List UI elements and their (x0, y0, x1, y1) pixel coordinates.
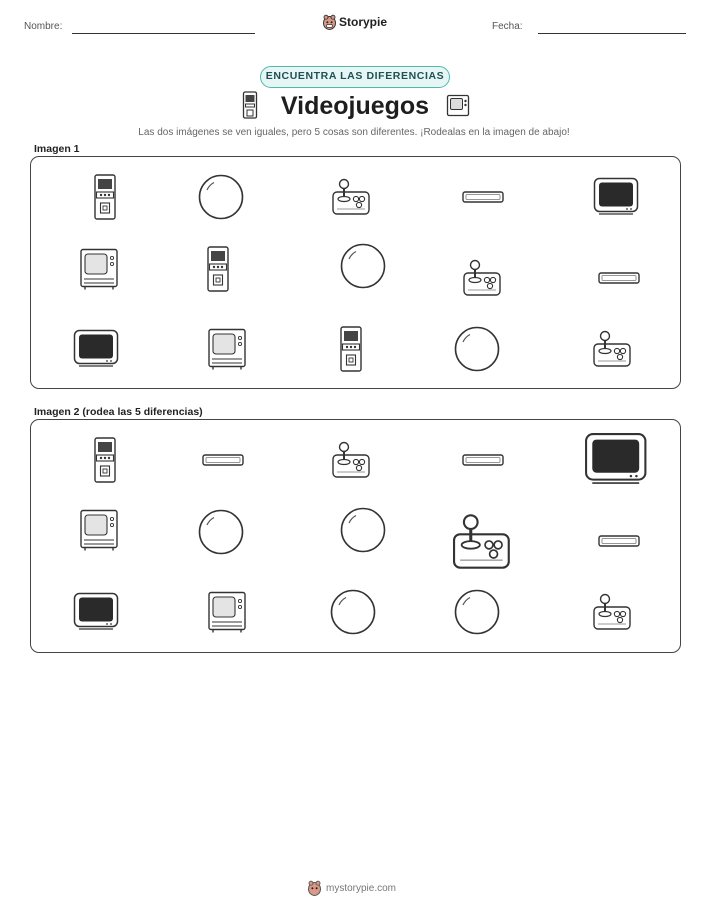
monitor-icon (593, 177, 639, 217)
image1-item-5 (593, 177, 639, 217)
image2-item-8[interactable] (340, 507, 386, 553)
joystick-icon (331, 441, 371, 479)
coin-icon (340, 243, 386, 289)
name-label: Nombre: (24, 21, 63, 32)
arcade-cabinet-icon (339, 326, 363, 372)
image1-item-7 (206, 246, 230, 292)
date-input-line[interactable] (538, 33, 686, 34)
monitor-icon (73, 329, 119, 369)
instructions: Las dos imágenes se ven iguales, pero 5 cosas son diferentes. ¡Rodealas en la imagen de abajo! (138, 127, 570, 138)
cartridge-icon (598, 535, 640, 547)
image1-item-12 (207, 328, 247, 370)
footer (308, 880, 396, 896)
image2-item-2[interactable] (202, 454, 244, 466)
coin-icon (454, 326, 500, 372)
footer-mascot-icon (308, 880, 321, 896)
coin-icon (340, 507, 386, 553)
joystick-icon (451, 513, 512, 571)
coin-icon (198, 509, 244, 555)
image1-item-6 (79, 248, 119, 290)
image1-item-9 (462, 259, 502, 297)
image2-item-5[interactable] (584, 432, 647, 487)
retro-tv-icon (207, 591, 247, 633)
joystick-icon (462, 259, 502, 297)
image2-item-4[interactable] (462, 454, 504, 466)
image2-item-15[interactable] (592, 593, 632, 631)
title-tv-icon (446, 94, 470, 118)
image2-item-12[interactable] (207, 591, 247, 633)
monitor-icon (73, 592, 119, 632)
image2-label: Imagen 2 (rodea las 5 diferencias) (34, 406, 203, 418)
activity-badge: ENCUENTRA LAS DIFERENCIAS (260, 66, 450, 88)
image1-item-13 (339, 326, 363, 372)
retro-tv-icon (207, 328, 247, 370)
image2-item-9[interactable] (451, 513, 512, 571)
image2-item-3[interactable] (331, 441, 371, 479)
retro-tv-icon (79, 248, 119, 290)
image2-panel[interactable] (30, 419, 681, 653)
joystick-icon (331, 178, 371, 216)
cartridge-icon (462, 454, 504, 466)
image1-item-14 (454, 326, 500, 372)
image1-item-2 (198, 174, 244, 220)
brand-logo (323, 14, 387, 30)
worksheet-title: Videojuegos (280, 92, 430, 120)
image1-item-4 (462, 191, 504, 203)
name-input-line[interactable] (72, 33, 255, 34)
footer-site: mystorypie.com (326, 882, 397, 894)
image2-item-7[interactable] (198, 509, 244, 555)
date-label: Fecha: (492, 21, 523, 32)
image1-item-10 (598, 272, 640, 284)
cartridge-icon (462, 191, 504, 203)
image1-item-1 (93, 174, 117, 220)
brand-name: Storypie (339, 15, 388, 29)
cartridge-icon (598, 272, 640, 284)
retro-tv-icon (79, 509, 119, 551)
image2-item-10[interactable] (598, 535, 640, 547)
image2-item-6[interactable] (79, 509, 119, 551)
image1-item-15 (592, 330, 632, 368)
image2-item-14[interactable] (454, 589, 500, 635)
coin-icon (454, 589, 500, 635)
arcade-cabinet-icon (93, 174, 117, 220)
mascot-icon (323, 14, 336, 30)
joystick-icon (592, 593, 632, 631)
image1-label: Imagen 1 (34, 143, 80, 155)
image2-item-1[interactable] (93, 437, 117, 483)
title-arcade-icon (242, 91, 258, 119)
coin-icon (330, 589, 376, 635)
cartridge-icon (202, 454, 244, 466)
image1-item-11 (73, 329, 119, 369)
monitor-icon (584, 432, 647, 487)
image2-item-11[interactable] (73, 592, 119, 632)
image1-panel (30, 156, 681, 389)
coin-icon (198, 174, 244, 220)
image1-item-3 (331, 178, 371, 216)
arcade-cabinet-icon (206, 246, 230, 292)
image1-item-8 (340, 243, 386, 289)
joystick-icon (592, 330, 632, 368)
arcade-cabinet-icon (93, 437, 117, 483)
image2-item-13[interactable] (330, 589, 376, 635)
